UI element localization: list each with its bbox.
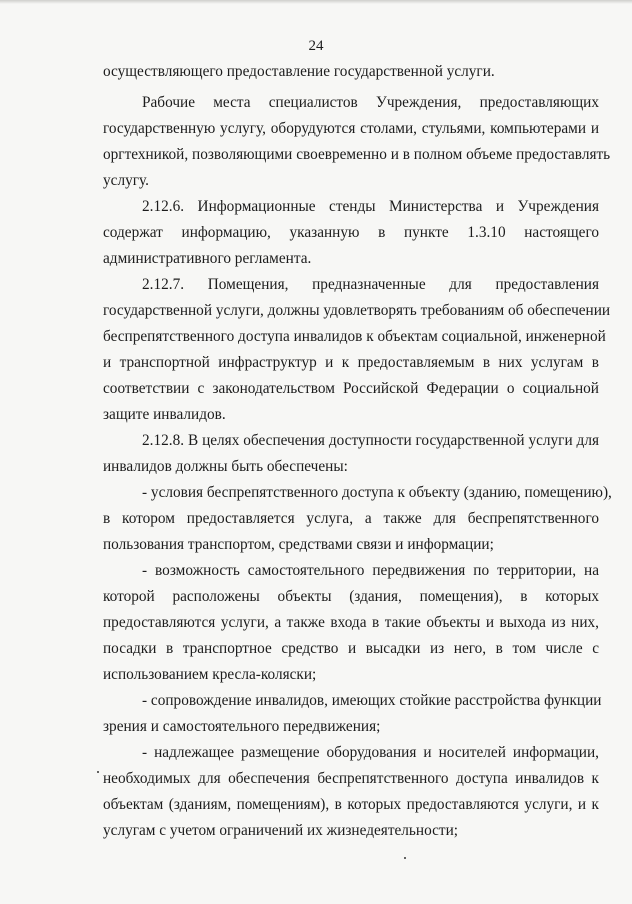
text-line: 2.12.8. В целях обеспечения доступности государственной услуги для	[142, 432, 599, 449]
text-line: - возможность самостоятельного передвижения по территории, на	[142, 562, 599, 579]
text-line: услугам с учетом ограничений их жизнедеятельности;	[103, 822, 459, 839]
text-line: соответствии с законодательством Российской Федерации о социальной	[103, 380, 599, 397]
text-line: 2.12.6. Информационные стенды Министерства и Учреждения	[142, 198, 599, 215]
text-line: защите инвалидов.	[103, 406, 226, 423]
page-number: 24	[308, 38, 324, 54]
text-line: зрения и самостоятельного передвижения;	[103, 718, 381, 735]
text-line: 2.12.7. Помещения, предназначенные для предоставления	[142, 276, 599, 293]
text-line: посадки в транспортное средство и высадки из него, в том числе с	[103, 640, 599, 657]
text-line: использованием кресла-коляски;	[103, 666, 317, 683]
scan-top-edge	[0, 0, 632, 4]
text-line: - сопровождение инвалидов, имеющих стойкие расстройства функции	[142, 692, 602, 709]
text-line: предоставляются услуги, а также входа в такие объекты и выхода из них,	[103, 614, 599, 631]
text-line: содержат информацию, указанную в пункте 1.3.10 настоящего	[103, 224, 599, 241]
text-line: и транспортной инфраструктур и к предоставляемым в них услугам в	[103, 354, 599, 371]
text-line: в котором предоставляется услуга, а также для беспрепятственного	[103, 510, 599, 527]
text-line: услугу.	[103, 172, 149, 189]
text-line: Рабочие места специалистов Учреждения, предоставляющих	[142, 94, 599, 111]
text-line: административного регламента.	[103, 250, 312, 267]
text-line: государственную услугу, оборудуются столами, стульями, компьютерами и	[103, 120, 599, 137]
text-line: государственной услуги, должны удовлетворять требованиям об обеспечении	[103, 302, 611, 319]
text-line: которой расположены объекты (здания, помещения), в которых	[103, 588, 599, 605]
text-line: объектам (зданиям, помещениям), в которых предоставляются услуги, и к	[103, 796, 599, 813]
text-line: оргтехникой, позволяющими своевременно и в полном объеме предоставлять	[103, 146, 611, 163]
text-line: осуществляющего предоставление государственной услуги.	[103, 63, 495, 80]
scan-speck	[97, 771, 99, 773]
text-line: пользования транспортом, средствами связи и информации;	[103, 536, 494, 553]
text-line: - условия беспрепятственного доступа к объекту (зданию, помещению),	[142, 484, 612, 501]
text-line: необходимых для обеспечения беспрепятственного доступа инвалидов к	[103, 770, 599, 787]
text-line: - надлежащее размещение оборудования и носителей информации,	[142, 744, 599, 761]
scan-speck	[404, 857, 406, 859]
text-line: инвалидов должны быть обеспечены:	[103, 458, 348, 475]
text-line: беспрепятственного доступа инвалидов к объектам социальной, инженерной	[103, 328, 606, 345]
